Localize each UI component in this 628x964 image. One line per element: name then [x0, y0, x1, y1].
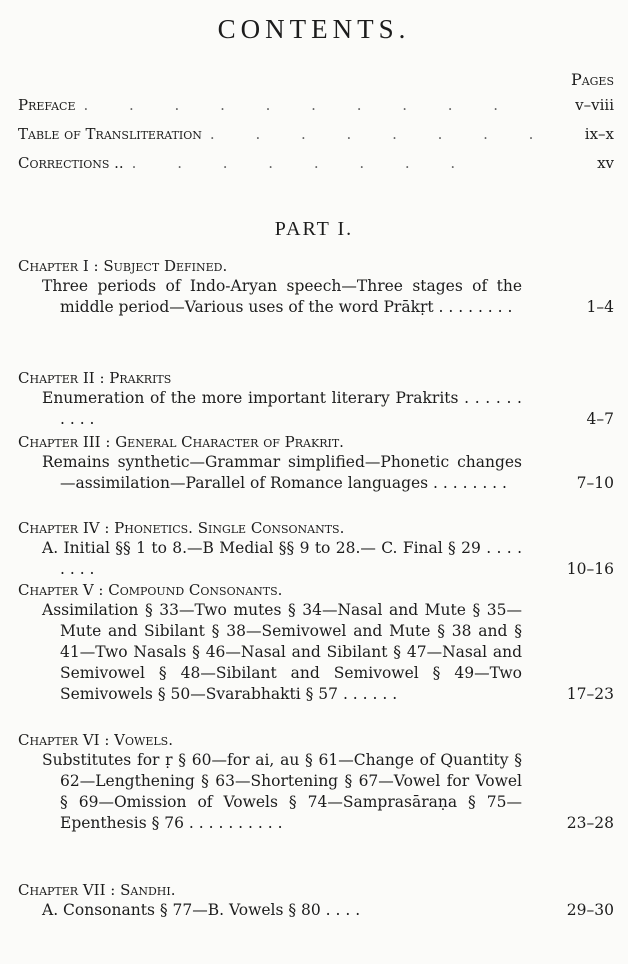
toc-row-transliteration[interactable]	[18, 125, 614, 147]
chapter-title: Chapter III : General Character of Prakrit.	[18, 433, 344, 451]
chapter-pages: 17–23	[566, 685, 614, 703]
toc-entry-pages: xv	[597, 154, 614, 172]
chapter-pages: 1–4	[586, 298, 614, 316]
chapter-pages: 23–28	[566, 814, 614, 832]
chapter-title: Chapter IV : Phonetics. Single Consonants.	[18, 519, 345, 537]
dot-leader: . . . . . . . .	[131, 154, 474, 172]
page-title: CONTENTS.	[217, 14, 411, 44]
chapter-pages: 4–7	[586, 410, 614, 428]
toc-chapter-3[interactable]	[18, 432, 614, 494]
toc-chapter-2[interactable]	[18, 368, 614, 430]
chapter-description: Assimilation § 33—Two mutes § 34—Nasal and Mute § 35—Mute and Sibilant § 38—Semivowel and Mute § 38 and § 41—Two Nasals § 46—Nasal and Sibilant § 47—Nasal and Semivowel § 48—Sibilant and Semivowel § 49—Two Semivowels § 50—Svarabhakti § 57 . . . . . .	[42, 601, 522, 703]
chapter-description: Three periods of Indo-Aryan speech—Three stages of the middle period—Various uses of the word Prākṛt . . . . . . . .	[42, 277, 522, 316]
chapter-title: Chapter VII : Sandhi.	[18, 881, 176, 899]
toc-entry-title: Corrections ..	[18, 154, 124, 172]
chapter-pages: 7–10	[576, 474, 614, 492]
toc-chapter-6[interactable]	[18, 730, 614, 834]
chapter-pages: 10–16	[566, 560, 614, 578]
toc-chapter-5[interactable]	[18, 580, 614, 705]
toc-entry-pages: v–viii	[575, 96, 614, 114]
chapter-title: Chapter I : Subject Defined.	[18, 257, 228, 275]
chapter-description: Substitutes for ṛ § 60—for ai, au § 61—Change of Quantity § 62—Lengthening § 63—Shortening § 67—Vowel for Vowel § 69—Omission of Vowels § 74—Samprasāraṇa § 75—Epenthesis § 76 . . . . . . . . . .	[42, 751, 522, 832]
chapter-description: Enumeration of the more important literary Prakrits . . . . . . . . . .	[42, 389, 522, 428]
toc-row-corrections[interactable]	[18, 154, 614, 176]
toc-row-preface[interactable]	[18, 96, 614, 118]
toc-chapter-7[interactable]	[18, 880, 614, 921]
chapter-pages: 29–30	[566, 901, 614, 919]
chapter-title: Chapter II : Prakrits	[18, 369, 172, 387]
toc-chapter-1[interactable]	[18, 256, 614, 318]
toc-entry-title: Preface	[18, 96, 76, 114]
chapter-title: Chapter V : Compound Consonants.	[18, 581, 283, 599]
chapter-title: Chapter VI : Vowels.	[18, 731, 173, 749]
dot-leader: . . . . . . . . . .	[83, 96, 517, 114]
toc-entry-title: Table of Transliteration	[18, 125, 202, 143]
toc-chapter-4[interactable]	[18, 518, 614, 580]
dot-leader: . . . . . . . .	[209, 125, 552, 143]
chapter-description: A. Initial §§ 1 to 8.—B Medial §§ 9 to 28.— C. Final § 29 . . . . . . . .	[42, 539, 522, 578]
chapter-description: A. Consonants § 77—B. Vowels § 80 . . . .	[42, 901, 361, 919]
toc-entry-pages: ix–x	[584, 125, 614, 143]
part-heading: PART I.	[274, 218, 354, 240]
pages-column-heading: Pages	[570, 70, 614, 89]
chapter-description: Remains synthetic—Grammar simplified—Phonetic changes—assimilation—Parallel of Romance languages . . . . . . . .	[42, 453, 522, 492]
